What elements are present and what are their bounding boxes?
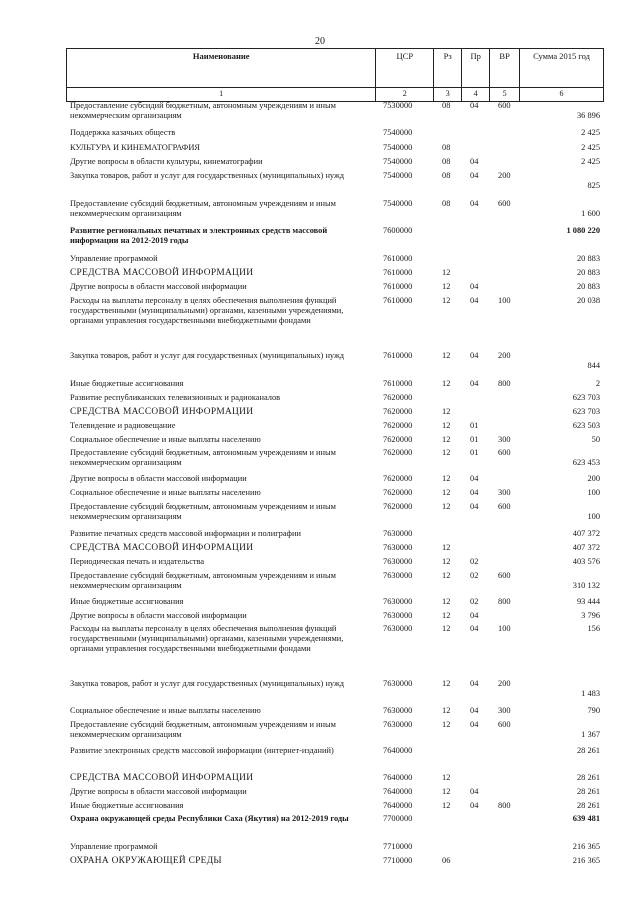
row-csr: 7630000 <box>383 557 413 566</box>
row-rz: 12 <box>442 268 451 277</box>
row-rz: 12 <box>442 282 451 291</box>
row-rz: 12 <box>442 706 451 715</box>
row-csr: 7630000 <box>383 597 413 606</box>
row-sum: 216 365 <box>572 842 600 851</box>
row-name: Предоставление субсидий бюджетным, автономным учреждениям и иным некоммерческим организациям <box>70 199 336 218</box>
row-pr: 04 <box>470 101 479 110</box>
row-sum: 100 <box>587 512 600 521</box>
header-sum: Сумма 2015 год <box>520 49 604 88</box>
row-vr: 600 <box>498 101 511 110</box>
row-rz: 08 <box>442 199 451 208</box>
row-name: КУЛЬТУРА И КИНЕМАТОГРАФИЯ <box>70 143 200 152</box>
row-name: Предоставление субсидий бюджетным, автономным учреждениям и иным некоммерческим организациям <box>70 502 336 521</box>
row-csr: 7620000 <box>383 407 413 416</box>
row-rz: 08 <box>442 143 451 152</box>
row-vr: 300 <box>498 488 511 497</box>
row-sum: 50 <box>591 435 600 444</box>
header-index-4: 4 <box>462 88 490 102</box>
row-csr: 7630000 <box>383 611 413 620</box>
row-rz: 12 <box>442 488 451 497</box>
row-name: ОХРАНА ОКРУЖАЮЩЕЙ СРЕДЫ <box>70 856 222 866</box>
row-vr: 200 <box>498 679 511 688</box>
row-pr: 04 <box>470 787 479 796</box>
row-sum: 156 <box>587 624 600 633</box>
row-vr: 800 <box>498 597 511 606</box>
row-name: Охрана окружающей среды Республики Саха (Якутия) на 2012-2019 годы <box>70 814 349 823</box>
row-name: Развитие республиканских телевизионных и радиоканалов <box>70 393 281 402</box>
row-vr: 200 <box>498 171 511 180</box>
row-pr: 04 <box>470 351 479 360</box>
row-rz: 12 <box>442 502 451 511</box>
row-name: Расходы на выплаты персоналу в целях обеспечения выполнения функций государственными (муниципальными) органами, казенными учреждениями, органами управления государственными внебюджетными фондами <box>70 296 344 325</box>
row-rz: 12 <box>442 801 451 810</box>
row-sum: 790 <box>587 706 600 715</box>
row-sum: 20 038 <box>576 296 600 305</box>
row-sum: 2 425 <box>581 157 600 166</box>
row-csr: 7620000 <box>383 393 413 402</box>
row-pr: 01 <box>470 421 479 430</box>
row-rz: 12 <box>442 557 451 566</box>
header-name: Наименование <box>67 49 376 88</box>
row-csr: 7630000 <box>383 706 413 715</box>
row-name: Другие вопросы в области культуры, кинематографии <box>70 157 263 166</box>
row-sum: 216 365 <box>572 856 600 865</box>
row-rz: 08 <box>442 157 451 166</box>
row-csr: 7610000 <box>383 282 413 291</box>
row-rz: 12 <box>442 787 451 796</box>
row-sum: 1 367 <box>581 730 600 739</box>
row-name: Поддержка казачьих обществ <box>70 128 176 137</box>
header-rz: Рз <box>434 49 462 88</box>
row-csr: 7540000 <box>383 143 413 152</box>
row-vr: 600 <box>498 571 511 580</box>
row-csr: 7630000 <box>383 529 413 538</box>
row-sum: 623 453 <box>572 458 600 467</box>
row-sum: 310 132 <box>572 581 600 590</box>
row-name: Другие вопросы в области массовой информации <box>70 787 247 796</box>
row-pr: 02 <box>470 557 479 566</box>
row-sum: 1 080 220 <box>566 226 600 235</box>
row-name: Предоставление субсидий бюджетным, автономным учреждениям и иным некоммерческим организациям <box>70 720 336 739</box>
row-name: Другие вопросы в области массовой информации <box>70 474 247 483</box>
row-csr: 7630000 <box>383 571 413 580</box>
row-rz: 12 <box>442 379 451 388</box>
row-rz: 06 <box>442 856 451 865</box>
row-vr: 300 <box>498 706 511 715</box>
row-pr: 04 <box>470 720 479 729</box>
row-csr: 7540000 <box>383 128 413 137</box>
row-name: Предоставление субсидий бюджетным, автономным учреждениям и иным некоммерческим организациям <box>70 448 336 467</box>
row-sum: 1 483 <box>581 689 600 698</box>
header-csr: ЦСР <box>376 49 434 88</box>
row-vr: 300 <box>498 435 511 444</box>
row-name: Развитие печатных средств массовой информации и полиграфии <box>70 529 301 538</box>
row-rz: 12 <box>442 448 451 457</box>
row-sum: 1 600 <box>581 209 600 218</box>
row-csr: 7610000 <box>383 351 413 360</box>
row-csr: 7540000 <box>383 171 413 180</box>
row-rz: 12 <box>442 571 451 580</box>
row-pr: 04 <box>470 296 479 305</box>
row-name: Развитие региональных печатных и электронных средств массовой информации на 2012-2019 годы <box>70 226 328 245</box>
header-index-2: 2 <box>376 88 434 102</box>
row-pr: 04 <box>470 199 479 208</box>
row-sum: 403 576 <box>572 557 600 566</box>
row-csr: 7610000 <box>383 268 413 277</box>
row-pr: 04 <box>470 282 479 291</box>
row-name: Периодическая печать и издательства <box>70 557 205 566</box>
row-name: Управление программой <box>70 254 158 263</box>
row-rz: 12 <box>442 773 451 782</box>
row-name: Расходы на выплаты персоналу в целях обеспечения выполнения функций государственными (муниципальными) органами, казенными учреждениями, органами управления государственными внебюджетными фондами <box>70 624 344 653</box>
header-pr: Пр <box>462 49 490 88</box>
row-name: Другие вопросы в области массовой информации <box>70 611 247 620</box>
header-index-5: 5 <box>490 88 520 102</box>
row-csr: 7610000 <box>383 379 413 388</box>
row-csr: 7620000 <box>383 502 413 511</box>
row-pr: 01 <box>470 435 479 444</box>
row-vr: 600 <box>498 720 511 729</box>
row-pr: 04 <box>470 679 479 688</box>
row-vr: 200 <box>498 351 511 360</box>
row-name: Управление программой <box>70 842 158 851</box>
row-sum: 825 <box>587 181 600 190</box>
row-csr: 7630000 <box>383 624 413 633</box>
row-name: Телевидение и радиовещание <box>70 421 176 430</box>
row-csr: 7700000 <box>383 814 413 823</box>
row-sum: 28 261 <box>576 746 600 755</box>
row-sum: 407 372 <box>572 543 600 552</box>
row-name: Социальное обеспечение и иные выплаты населению <box>70 488 261 497</box>
row-sum: 28 261 <box>576 801 600 810</box>
row-csr: 7710000 <box>383 842 413 851</box>
row-vr: 800 <box>498 801 511 810</box>
row-csr: 7610000 <box>383 254 413 263</box>
row-sum: 20 883 <box>576 254 600 263</box>
row-rz: 08 <box>442 101 451 110</box>
row-vr: 600 <box>498 502 511 511</box>
row-sum: 20 883 <box>576 268 600 277</box>
row-csr: 7620000 <box>383 474 413 483</box>
row-csr: 7540000 <box>383 157 413 166</box>
row-name: Закупка товаров, работ и услуг для государственных (муниципальных) нужд <box>70 679 345 688</box>
header-index-1: 1 <box>67 88 376 102</box>
row-name: Иные бюджетные ассигнования <box>70 597 184 606</box>
row-name: Закупка товаров, работ и услуг для государственных (муниципальных) нужд <box>70 171 345 180</box>
row-name: Предоставление субсидий бюджетным, автономным учреждениям и иным некоммерческим организациям <box>70 571 336 590</box>
row-name: СРЕДСТВА МАССОВОЙ ИНФОРМАЦИИ <box>70 407 254 417</box>
row-csr: 7610000 <box>383 296 413 305</box>
row-rz: 12 <box>442 624 451 633</box>
row-name: Развитие электронных средств массовой информации (интернет-изданий) <box>70 746 334 755</box>
row-name: Социальное обеспечение и иные выплаты населению <box>70 435 261 444</box>
row-sum: 623 703 <box>572 393 600 402</box>
row-csr: 7620000 <box>383 488 413 497</box>
row-csr: 7640000 <box>383 773 413 782</box>
row-name: Предоставление субсидий бюджетным, автономным учреждениям и иным некоммерческим организациям <box>70 101 336 120</box>
row-sum: 623 703 <box>572 407 600 416</box>
row-rz: 12 <box>442 679 451 688</box>
row-rz: 08 <box>442 171 451 180</box>
row-sum: 28 261 <box>576 773 600 782</box>
row-sum: 407 372 <box>572 529 600 538</box>
row-pr: 04 <box>470 706 479 715</box>
row-pr: 04 <box>470 171 479 180</box>
row-sum: 623 503 <box>572 421 600 430</box>
row-csr: 7540000 <box>383 199 413 208</box>
row-pr: 04 <box>470 157 479 166</box>
row-sum: 36 896 <box>576 111 600 120</box>
row-csr: 7620000 <box>383 435 413 444</box>
row-rz: 12 <box>442 407 451 416</box>
row-name: Закупка товаров, работ и услуг для государственных (муниципальных) нужд <box>70 351 345 360</box>
row-pr: 04 <box>470 379 479 388</box>
table-header <box>66 48 604 102</box>
row-sum: 100 <box>587 488 600 497</box>
row-vr: 600 <box>498 199 511 208</box>
row-rz: 12 <box>442 435 451 444</box>
row-pr: 04 <box>470 474 479 483</box>
row-csr: 7530000 <box>383 101 413 110</box>
row-name: Другие вопросы в области массовой информации <box>70 282 247 291</box>
row-rz: 12 <box>442 543 451 552</box>
row-pr: 01 <box>470 448 479 457</box>
row-rz: 12 <box>442 421 451 430</box>
row-pr: 02 <box>470 597 479 606</box>
header-index-6: 6 <box>520 88 604 102</box>
row-vr: 100 <box>498 296 511 305</box>
page-number: 20 <box>315 36 325 47</box>
row-rz: 12 <box>442 474 451 483</box>
row-rz: 12 <box>442 296 451 305</box>
row-name: Социальное обеспечение и иные выплаты населению <box>70 706 261 715</box>
row-csr: 7600000 <box>383 226 413 235</box>
row-vr: 800 <box>498 379 511 388</box>
row-csr: 7640000 <box>383 787 413 796</box>
row-sum: 639 481 <box>572 814 600 823</box>
row-csr: 7710000 <box>383 856 413 865</box>
row-sum: 93 444 <box>576 597 600 606</box>
row-name: СРЕДСТВА МАССОВОЙ ИНФОРМАЦИИ <box>70 773 254 783</box>
row-rz: 12 <box>442 351 451 360</box>
row-sum: 2 <box>595 379 600 388</box>
row-name: Иные бюджетные ассигнования <box>70 801 184 810</box>
row-pr: 04 <box>470 801 479 810</box>
row-csr: 7620000 <box>383 421 413 430</box>
row-sum: 200 <box>587 474 600 483</box>
row-rz: 12 <box>442 597 451 606</box>
row-pr: 04 <box>470 611 479 620</box>
row-sum: 2 425 <box>581 128 600 137</box>
row-csr: 7640000 <box>383 746 413 755</box>
row-csr: 7620000 <box>383 448 413 457</box>
row-sum: 2 425 <box>581 143 600 152</box>
row-name: Иные бюджетные ассигнования <box>70 379 184 388</box>
row-sum: 28 261 <box>576 787 600 796</box>
row-sum: 3 796 <box>581 611 600 620</box>
row-rz: 12 <box>442 720 451 729</box>
header-index-3: 3 <box>434 88 462 102</box>
row-csr: 7630000 <box>383 679 413 688</box>
row-vr: 600 <box>498 448 511 457</box>
row-pr: 04 <box>470 624 479 633</box>
row-vr: 100 <box>498 624 511 633</box>
row-pr: 02 <box>470 571 479 580</box>
header-vr: ВР <box>490 49 520 88</box>
row-sum: 844 <box>587 361 600 370</box>
row-csr: 7630000 <box>383 543 413 552</box>
row-csr: 7630000 <box>383 720 413 729</box>
row-pr: 04 <box>470 502 479 511</box>
row-csr: 7640000 <box>383 801 413 810</box>
row-rz: 12 <box>442 611 451 620</box>
row-name: СРЕДСТВА МАССОВОЙ ИНФОРМАЦИИ <box>70 268 254 278</box>
row-name: СРЕДСТВА МАССОВОЙ ИНФОРМАЦИИ <box>70 543 254 553</box>
row-pr: 04 <box>470 488 479 497</box>
row-sum: 20 883 <box>576 282 600 291</box>
